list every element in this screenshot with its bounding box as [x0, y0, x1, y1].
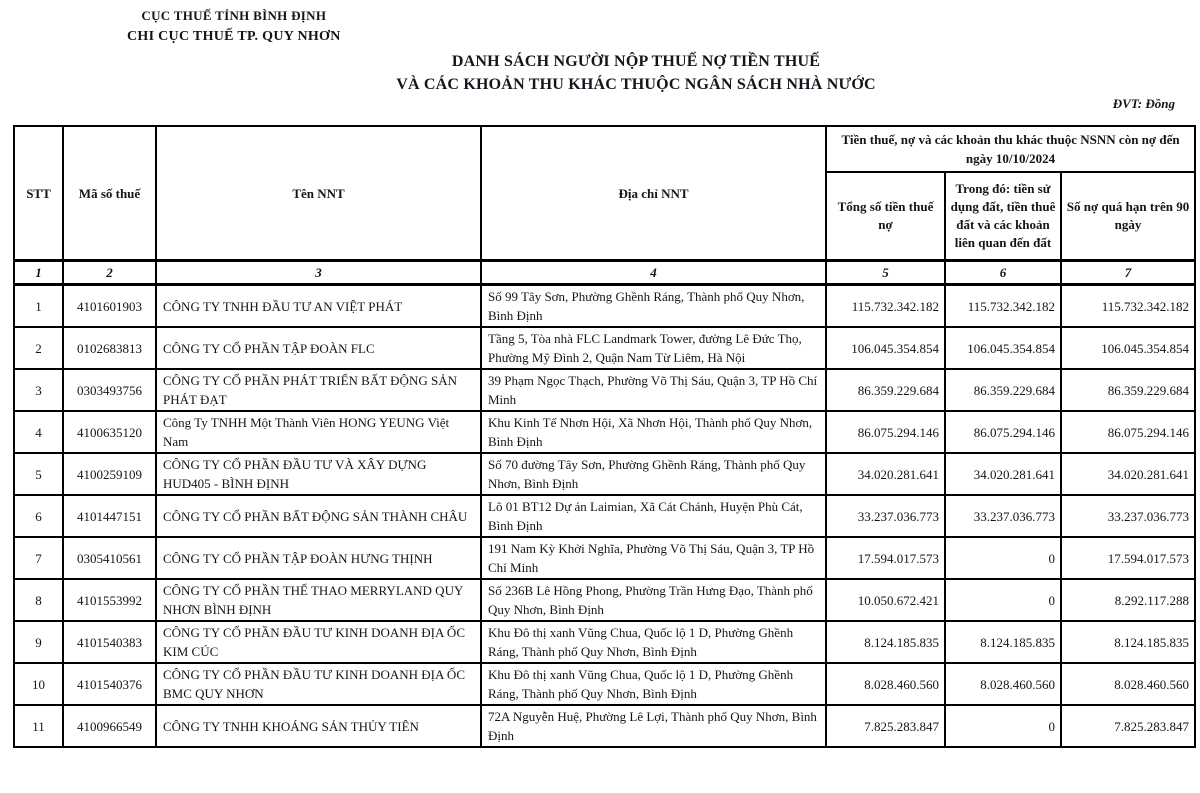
taxpayer-debt-table — [13, 125, 1196, 748]
row-total-debt: 8.028.460.560 — [826, 663, 945, 705]
table-row — [14, 327, 1195, 369]
row-stt: 8 — [14, 579, 63, 621]
row-address: 191 Nam Kỳ Khởi Nghĩa, Phường Võ Thị Sáu, Quận 3, TP Hồ Chí Minh — [481, 537, 826, 579]
row-address: Khu Kinh Tế Nhơn Hội, Xã Nhơn Hội, Thành phố Quy Nhơn, Bình Định — [481, 411, 826, 453]
row-total-debt: 33.237.036.773 — [826, 495, 945, 537]
row-overdue-debt: 33.237.036.773 — [1061, 495, 1195, 537]
row-total-debt: 34.020.281.641 — [826, 453, 945, 495]
column-number: 4 — [481, 261, 826, 285]
row-overdue-debt: 86.075.294.146 — [1061, 411, 1195, 453]
row-stt: 5 — [14, 453, 63, 495]
column-number: 6 — [945, 261, 1061, 285]
row-land-related-debt: 115.732.342.182 — [945, 285, 1061, 328]
row-stt: 10 — [14, 663, 63, 705]
column-number: 5 — [826, 261, 945, 285]
table-row — [14, 663, 1195, 705]
row-company-name: CÔNG TY CỔ PHẦN BẤT ĐỘNG SẢN THÀNH CHÂU — [156, 495, 481, 537]
header-tax-code: Mã số thuế — [63, 126, 156, 261]
row-tax-code: 4100259109 — [63, 453, 156, 495]
row-address: Số 99 Tây Sơn, Phường Ghềnh Ráng, Thành phố Quy Nhơn, Bình Định — [481, 285, 826, 328]
column-number: 3 — [156, 261, 481, 285]
row-overdue-debt: 34.020.281.641 — [1061, 453, 1195, 495]
row-address: Khu Đô thị xanh Vũng Chua, Quốc lộ 1 D, Phường Ghềnh Ráng, Thành phố Quy Nhơn, Bình Định — [481, 621, 826, 663]
row-tax-code: 4101540376 — [63, 663, 156, 705]
row-total-debt: 17.594.017.573 — [826, 537, 945, 579]
table-body — [14, 261, 1195, 748]
row-company-name: CÔNG TY CỔ PHẦN THỂ THAO MERRYLAND QUY NHƠN BÌNH ĐỊNH — [156, 579, 481, 621]
row-company-name: CÔNG TY CỔ PHẦN ĐẦU TƯ KINH DOANH ĐỊA ỐC KIM CÚC — [156, 621, 481, 663]
row-land-related-debt: 33.237.036.773 — [945, 495, 1061, 537]
row-stt: 11 — [14, 705, 63, 747]
row-tax-code: 4100966549 — [63, 705, 156, 747]
row-address: Khu Đô thị xanh Vũng Chua, Quốc lộ 1 D, Phường Ghềnh Ráng, Thành phố Quy Nhơn, Bình Định — [481, 663, 826, 705]
row-tax-code: 0305410561 — [63, 537, 156, 579]
row-address: Số 70 đường Tây Sơn, Phường Ghềnh Ráng, Thành phố Quy Nhơn, Bình Định — [481, 453, 826, 495]
row-land-related-debt: 8.124.185.835 — [945, 621, 1061, 663]
row-address: 39 Phạm Ngọc Thạch, Phường Võ Thị Sáu, Quận 3, TP Hồ Chí Minh — [481, 369, 826, 411]
row-stt: 6 — [14, 495, 63, 537]
row-address: Tầng 5, Tòa nhà FLC Landmark Tower, đường Lê Đức Thọ, Phường Mỹ Đình 2, Quận Nam Từ Liêm, Hà Nội — [481, 327, 826, 369]
row-total-debt: 10.050.672.421 — [826, 579, 945, 621]
currency-unit-label: ĐVT: Đồng — [1112, 96, 1175, 111]
row-total-debt: 86.075.294.146 — [826, 411, 945, 453]
row-overdue-debt: 8.124.185.835 — [1061, 621, 1195, 663]
table-row — [14, 453, 1195, 495]
row-tax-code: 4101601903 — [63, 285, 156, 328]
row-land-related-debt: 0 — [945, 537, 1061, 579]
row-overdue-debt: 17.594.017.573 — [1061, 537, 1195, 579]
row-land-related-debt: 86.359.229.684 — [945, 369, 1061, 411]
row-tax-code: 0303493756 — [63, 369, 156, 411]
row-land-related-debt: 86.075.294.146 — [945, 411, 1061, 453]
row-tax-code: 0102683813 — [63, 327, 156, 369]
row-land-related-debt: 0 — [945, 579, 1061, 621]
table-row — [14, 705, 1195, 747]
row-land-related-debt: 8.028.460.560 — [945, 663, 1061, 705]
table-header — [14, 126, 1195, 261]
document-title-line2: VÀ CÁC KHOẢN THU KHÁC THUỘC NGÂN SÁCH NHÀ NƯỚC — [396, 76, 876, 93]
row-stt: 9 — [14, 621, 63, 663]
row-company-name: CÔNG TY CỔ PHẦN ĐẦU TƯ VÀ XÂY DỰNG HUD405 - BÌNH ĐỊNH — [156, 453, 481, 495]
header-debt-group: Tiền thuế, nợ và các khoản thu khác thuộc NSNN còn nợ đến ngày 10/10/2024 — [826, 126, 1195, 172]
row-address: Số 236B Lê Hồng Phong, Phường Trần Hưng Đạo, Thành phố Quy Nhơn, Bình Định — [481, 579, 826, 621]
column-number-row — [14, 261, 1195, 285]
issuing-office-block — [127, 8, 341, 45]
row-company-name: CÔNG TY CỔ PHẦN ĐẦU TƯ KINH DOANH ĐỊA ỐC BMC QUY NHƠN — [156, 663, 481, 705]
row-address: Lô 01 BT12 Dự án Laimian, Xã Cát Chánh, Huyện Phù Cát, Bình Định — [481, 495, 826, 537]
row-stt: 2 — [14, 327, 63, 369]
table-row — [14, 411, 1195, 453]
table-row — [14, 537, 1195, 579]
header-total-debt: Tổng số tiền thuế nợ — [826, 172, 945, 261]
header-stt: STT — [14, 126, 63, 261]
row-total-debt: 86.359.229.684 — [826, 369, 945, 411]
table-row — [14, 579, 1195, 621]
issuing-office-name: CHI CỤC THUẾ TP. QUY NHƠN — [127, 29, 341, 44]
header-overdue-90-days: Số nợ quá hạn trên 90 ngày — [1061, 172, 1195, 261]
row-address: 72A Nguyễn Huệ, Phường Lê Lợi, Thành phố Quy Nhơn, Bình Định — [481, 705, 826, 747]
row-company-name: Công Ty TNHH Một Thành Viên HONG YEUNG Việt Nam — [156, 411, 481, 453]
row-stt: 4 — [14, 411, 63, 453]
row-total-debt: 8.124.185.835 — [826, 621, 945, 663]
row-stt: 7 — [14, 537, 63, 579]
row-overdue-debt: 8.028.460.560 — [1061, 663, 1195, 705]
document-title — [72, 50, 1200, 96]
row-total-debt: 115.732.342.182 — [826, 285, 945, 328]
row-company-name: CÔNG TY CỔ PHẦN TẬP ĐOÀN HƯNG THỊNH — [156, 537, 481, 579]
header-taxpayer-address: Địa chỉ NNT — [481, 126, 826, 261]
row-company-name: CÔNG TY TNHH ĐẦU TƯ AN VIỆT PHÁT — [156, 285, 481, 328]
row-land-related-debt: 0 — [945, 705, 1061, 747]
header-taxpayer-name: Tên NNT — [156, 126, 481, 261]
column-number: 1 — [14, 261, 63, 285]
row-tax-code: 4101447151 — [63, 495, 156, 537]
row-overdue-debt: 106.045.354.854 — [1061, 327, 1195, 369]
table-row — [14, 285, 1195, 328]
row-overdue-debt: 115.732.342.182 — [1061, 285, 1195, 328]
row-overdue-debt: 7.825.283.847 — [1061, 705, 1195, 747]
row-overdue-debt: 86.359.229.684 — [1061, 369, 1195, 411]
row-total-debt: 106.045.354.854 — [826, 327, 945, 369]
row-company-name: CÔNG TY CỔ PHẦN PHÁT TRIỂN BẤT ĐỘNG SẢN PHÁT ĐẠT — [156, 369, 481, 411]
table-row — [14, 621, 1195, 663]
column-number: 2 — [63, 261, 156, 285]
parent-office-name: CỤC THUẾ TỈNH BÌNH ĐỊNH — [141, 8, 327, 23]
column-number: 7 — [1061, 261, 1195, 285]
row-tax-code: 4100635120 — [63, 411, 156, 453]
header-land-related-debt: Trong đó: tiền sử dụng đất, tiền thuê đất và các khoản liên quan đến đất — [945, 172, 1061, 261]
row-tax-code: 4101540383 — [63, 621, 156, 663]
row-overdue-debt: 8.292.117.288 — [1061, 579, 1195, 621]
row-land-related-debt: 34.020.281.641 — [945, 453, 1061, 495]
row-land-related-debt: 106.045.354.854 — [945, 327, 1061, 369]
row-stt: 1 — [14, 285, 63, 328]
row-company-name: CÔNG TY TNHH KHOÁNG SẢN THỦY TIÊN — [156, 705, 481, 747]
row-company-name: CÔNG TY CỔ PHẦN TẬP ĐOÀN FLC — [156, 327, 481, 369]
document-title-line1: DANH SÁCH NGƯỜI NỘP THUẾ NỢ TIỀN THUẾ — [451, 53, 821, 70]
row-total-debt: 7.825.283.847 — [826, 705, 945, 747]
row-stt: 3 — [14, 369, 63, 411]
table-row — [14, 369, 1195, 411]
row-tax-code: 4101553992 — [63, 579, 156, 621]
table-row — [14, 495, 1195, 537]
